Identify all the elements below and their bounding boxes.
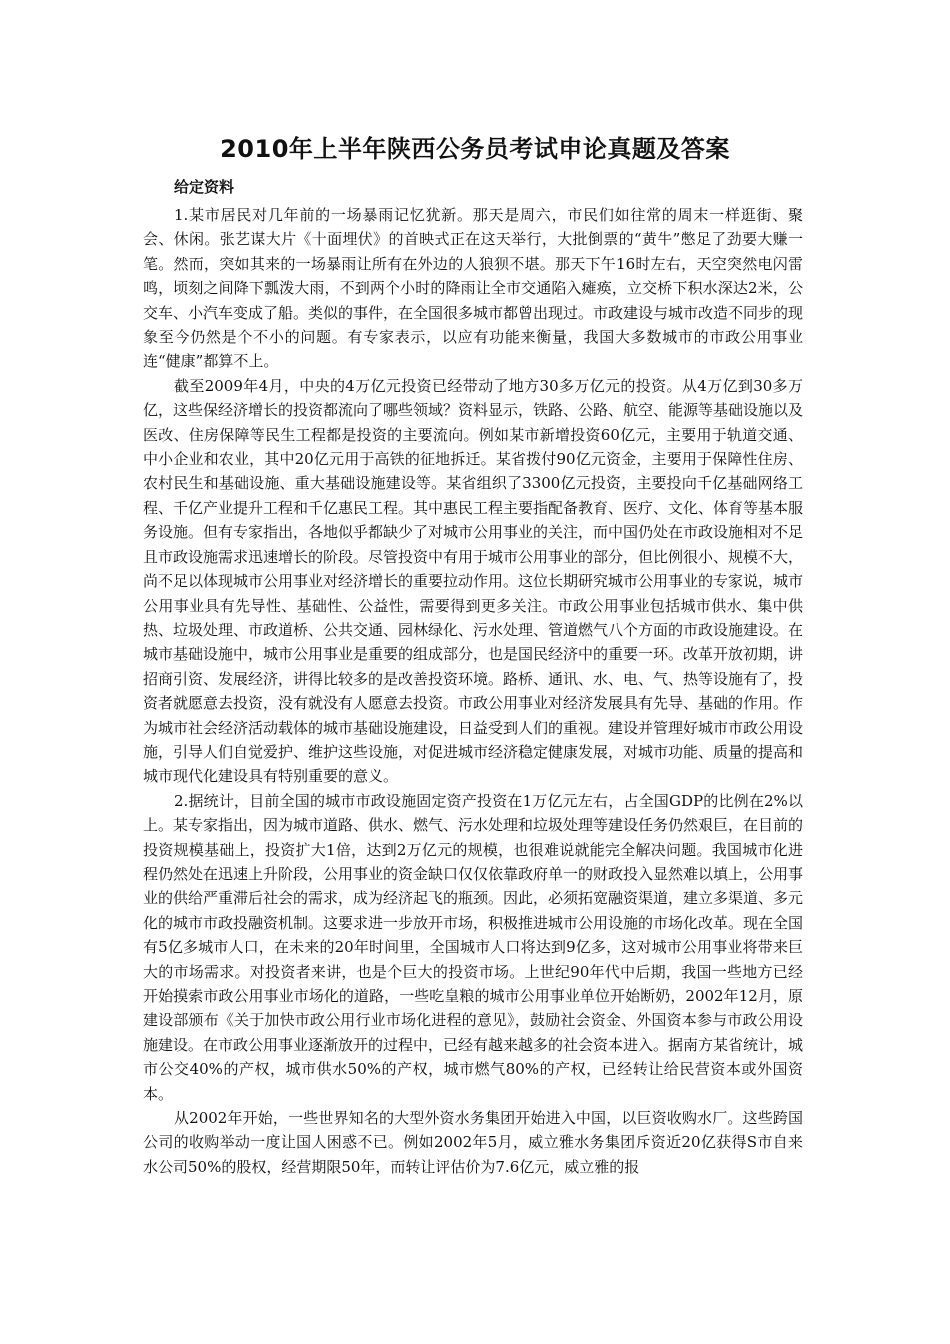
- paragraph: 截至2009年4月，中央的4万亿元投资已经带动了地方30多万亿元的投资。从4万亿到30多万亿，这些保经济增长的投资都流向了哪些领域？资料显示，铁路、公路、航空、能源等基础设施以及医改、住房保障等民生工程都是投资的主要流向。例如某市新增投资60亿元，主要用于轨道交通、中小企业和农业，其中20亿元用于高铁的征地拆迁。某省拨付90亿元资金，主要用于保障性住房、农村民生和基础设施、重大基础设施建设等。某省组织了3300亿元投资，主要投向千亿基础网络工程、千亿产业提升工程和千亿惠民工程。其中惠民工程主要指配备教育、医疗、文化、体育等基本服务设施。但有专家指出，各地似乎都缺少了对城市公用事业的关注，而中国仍处在市政设施相对不足且市政设施需求迅速增长的阶段。尽管投资中有用于城市公用事业的部分，但比例很小、规模不大，尚不足以体现城市公用事业对经济增长的重要拉动作用。这位长期研究城市公用事业的专家说，城市公用事业具有先导性、基础性、公益性，需要得到更多关注。市政公用事业包括城市供水、集中供热、垃圾处理、市政道桥、公共交通、园林绿化、污水处理、管道燃气八个方面的市政设施建设。在城市基础设施中，城市公用事业是重要的组成部分，也是国民经济中的重要一环。改革开放初期，讲招商引资、发展经济，讲得比较多的是改善投资环境。路桥、通讯、水、电、气、热等设施有了，投资者就愿意去投资，没有就没有人愿意去投资。市政公用事业对经济发展具有先导、基础的作用。作为城市社会经济活动载体的城市基础设施建设，日益受到人们的重视。建设并管理好城市市政公用设施，引导人们自觉爱护、维护这些设施，对促进城市经济稳定健康发展，对城市功能、质量的提高和城市现代化建设具有特别重要的意义。: [143, 376, 804, 786]
- paragraph: 从2002年开始，一些世界知名的大型外资水务集团开始进入中国，以巨资收购水厂。这些跨国公司的收购举动一度让国人困惑不已。例如2002年5月，威立雅水务集团斥资近20亿获得S市自来水公司50%的股权，经营期限50年，而转让评估价为7.6亿元，威立雅的报: [143, 1109, 803, 1176]
- section-heading: 给定资料: [174, 178, 235, 196]
- paragraph: 2.据统计，目前全国的城市市政设施固定资产投资在1万亿元左右，占全国GDP的比例在2%以上。某专家指出，因为城市道路、供水、燃气、污水处理和垃圾处理等建设任务仍然艰巨，在目前的投资规模基础上，投资扩大1倍，达到2万亿元的规模，也很难说就能完全解决问题。我国城市化进程仍然处在迅速上升阶段，公用事业的资金缺口仅仅依靠政府单一的财政投入显然难以填上，公用事业的供给严重滞后社会的需求，成为经济起飞的瓶颈。因此，必须拓宽融资渠道，建立多渠道、多元化的城市市政投融资机制。这要求进一步放开市场，积极推进城市公用设施的市场化改革。现在全国有5亿多城市人口，在未来的20年时间里，全国城市人口将达到9亿多，这对城市公用事业将带来巨大的市场需求。对投资者来讲，也是个巨大的投资市场。上世纪90年代中后期，我国一些地方已经开始摸索市政公用事业市场化的道路，一些吃皇粮的城市公用事业单位开始断奶，2002年12月，原建设部颁布《关于加快市政公用行业市场化进程的意见》，鼓励社会资金、外国资本参与市政公用设施建设。在市政公用事业逐渐放开的过程中，已经有越来越多的社会资本进入。据南方某省统计，城市公交40%的产权，城市供水50%的产权，城市燃气80%的产权，已经转让给民营资本或外国资本。: [143, 791, 804, 1103]
- body-text: [143, 203, 803, 1179]
- paragraph: 1.某市居民对几年前的一场暴雨记忆犹新。那天是周六，市民们如往常的周末一样逛街、聚会、休闲。张艺谋大片《十面埋伏》的首映式正在这天举行，大批倒票的“黄牛”憋足了劲要大赚一笔。然而，突如其来的一场暴雨让所有在外边的人狼狈不堪。那天下午16时左右，天空突然电闪雷鸣，顷刻之间降下瓢泼大雨，不到两个小时的降雨让全市交通陷入瘫痪，立交桥下积水深达2米，公交车、小汽车变成了船。类似的事件，在全国很多城市都曾出现过。市政建设与城市改造不同步的现象至今仍然是个不小的问题。有专家表示，以应有功能来衡量，我国大多数城市的市政公用事业连“健康”都算不上。: [143, 206, 804, 371]
- page-title: 2010年上半年陕西公务员考试申论真题及答案: [220, 135, 730, 163]
